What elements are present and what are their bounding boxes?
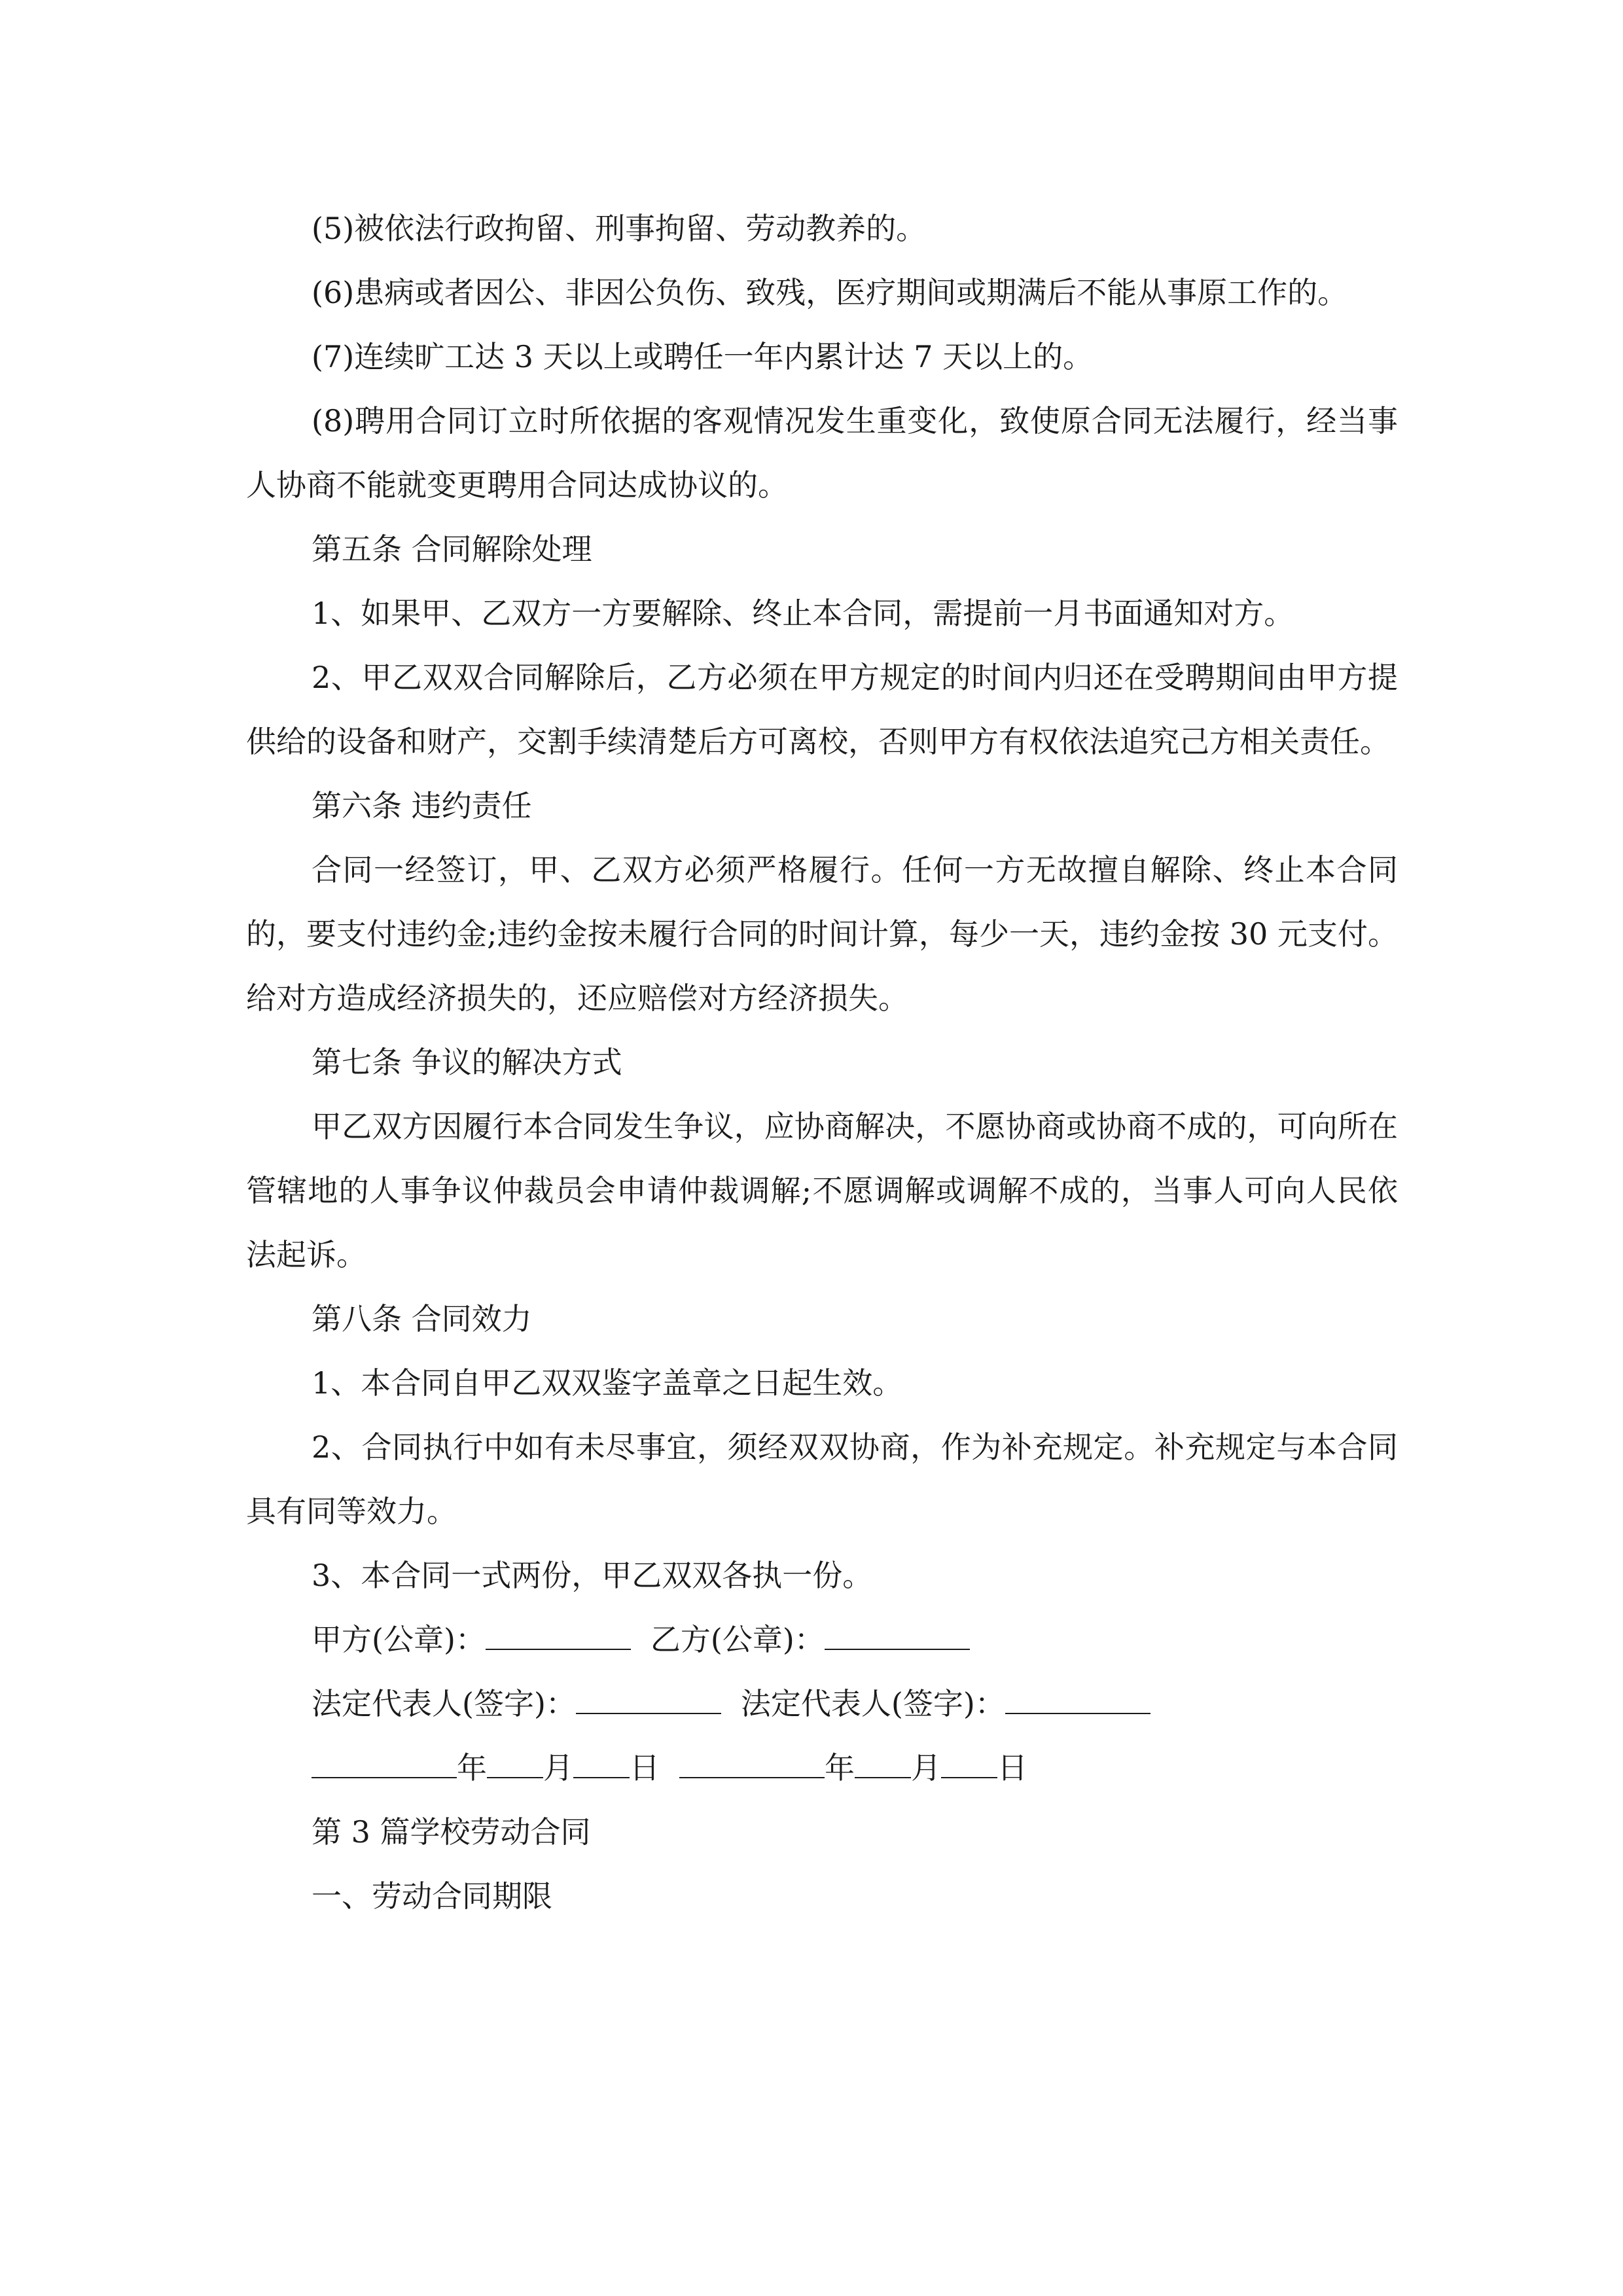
- date-a-year-blank: [312, 1751, 457, 1778]
- article-5-item-1: 1、如果甲、乙双方一方要解除、终止本合同，需提前一月书面通知对方。: [312, 596, 1294, 631]
- section-3-item-1: 一、劳动合同期限: [312, 1878, 552, 1914]
- party-a-seal-blank: [486, 1623, 631, 1650]
- date-b-month-label: 月: [911, 1750, 941, 1785]
- document-page: [246, 196, 1398, 1928]
- clause-6: (6)患病或者因公、非因公负伤、致残，医疗期间或期满后不能从事原工作的。: [312, 275, 1348, 310]
- date-b-year-blank: [679, 1751, 825, 1778]
- representative-line: [246, 1672, 1398, 1736]
- date-b-day-blank: [941, 1751, 997, 1778]
- date-a-month-blank: [487, 1751, 543, 1778]
- clause-8: (8)聘用合同订立时所依据的客观情况发生重变化，致使原合同无法履行，经当事人协商不能就变更聘用合同达成协议的。: [246, 403, 1398, 503]
- party-b-seal-blank: [825, 1623, 970, 1650]
- rep-b-label: 法定代表人(签字)：: [740, 1686, 1005, 1721]
- article-5-heading: 第五条 合同解除处理: [312, 531, 592, 567]
- clause-5: (5)被依法行政拘留、刑事拘留、劳动教养的。: [312, 211, 927, 246]
- party-b-seal-label: 乙方(公章)：: [650, 1622, 825, 1657]
- date-line: [246, 1736, 1398, 1800]
- clause-7: (7)连续旷工达 3 天以上或聘任一年内累计达 7 天以上的。: [312, 339, 1094, 374]
- date-b-day-label: 日: [997, 1750, 1027, 1785]
- section-3-title: 第 3 篇学校劳动合同: [312, 1814, 591, 1850]
- party-a-seal-label: 甲方(公章)：: [312, 1622, 486, 1657]
- date-b-month-blank: [855, 1751, 911, 1778]
- article-5-item-2: 2、甲乙双双合同解除后，乙方必须在甲方规定的时间内归还在受聘期间由甲方提供给的设备和财产，交割手续清楚后方可离校，否则甲方有权依法追究己方相关责任。: [246, 660, 1398, 759]
- article-7-heading: 第七条 争议的解决方式: [312, 1045, 622, 1080]
- date-a-month-label: 月: [543, 1750, 573, 1785]
- date-a-day-blank: [573, 1751, 630, 1778]
- seal-line: [246, 1607, 1398, 1672]
- article-8-heading: 第八条 合同效力: [312, 1301, 532, 1336]
- article-6-heading: 第六条 违约责任: [312, 788, 532, 823]
- rep-a-label: 法定代表人(签字)：: [312, 1686, 576, 1721]
- article-8-item-2: 2、合同执行中如有未尽事宜，须经双双协商，作为补充规定。补充规定与本合同具有同等效力。: [246, 1429, 1398, 1529]
- article-8-item-3: 3、本合同一式两份，甲乙双双各执一份。: [312, 1558, 873, 1593]
- rep-a-blank: [576, 1687, 721, 1714]
- article-8-item-1: 1、本合同自甲乙双双鉴字盖章之日起生效。: [312, 1365, 903, 1401]
- article-7-body: 甲乙双方因履行本合同发生争议，应协商解决，不愿协商或协商不成的，可向所在管辖地的人事争议仲裁员会申请仲裁调解;不愿调解或调解不成的，当事人可向人民依法起诉。: [246, 1109, 1398, 1272]
- date-b-year-label: 年: [825, 1750, 855, 1785]
- article-6-body: 合同一经签订，甲、乙双方必须严格履行。任何一方无故擅自解除、终止本合同的，要支付违约金;违约金按未履行合同的时间计算，每少一天，违约金按 30 元支付。给对方造成经济损失的，还应赔偿对方经济损失。: [246, 852, 1398, 1016]
- rep-b-blank: [1005, 1687, 1150, 1714]
- date-a-year-label: 年: [457, 1750, 487, 1785]
- date-a-day-label: 日: [630, 1750, 660, 1785]
